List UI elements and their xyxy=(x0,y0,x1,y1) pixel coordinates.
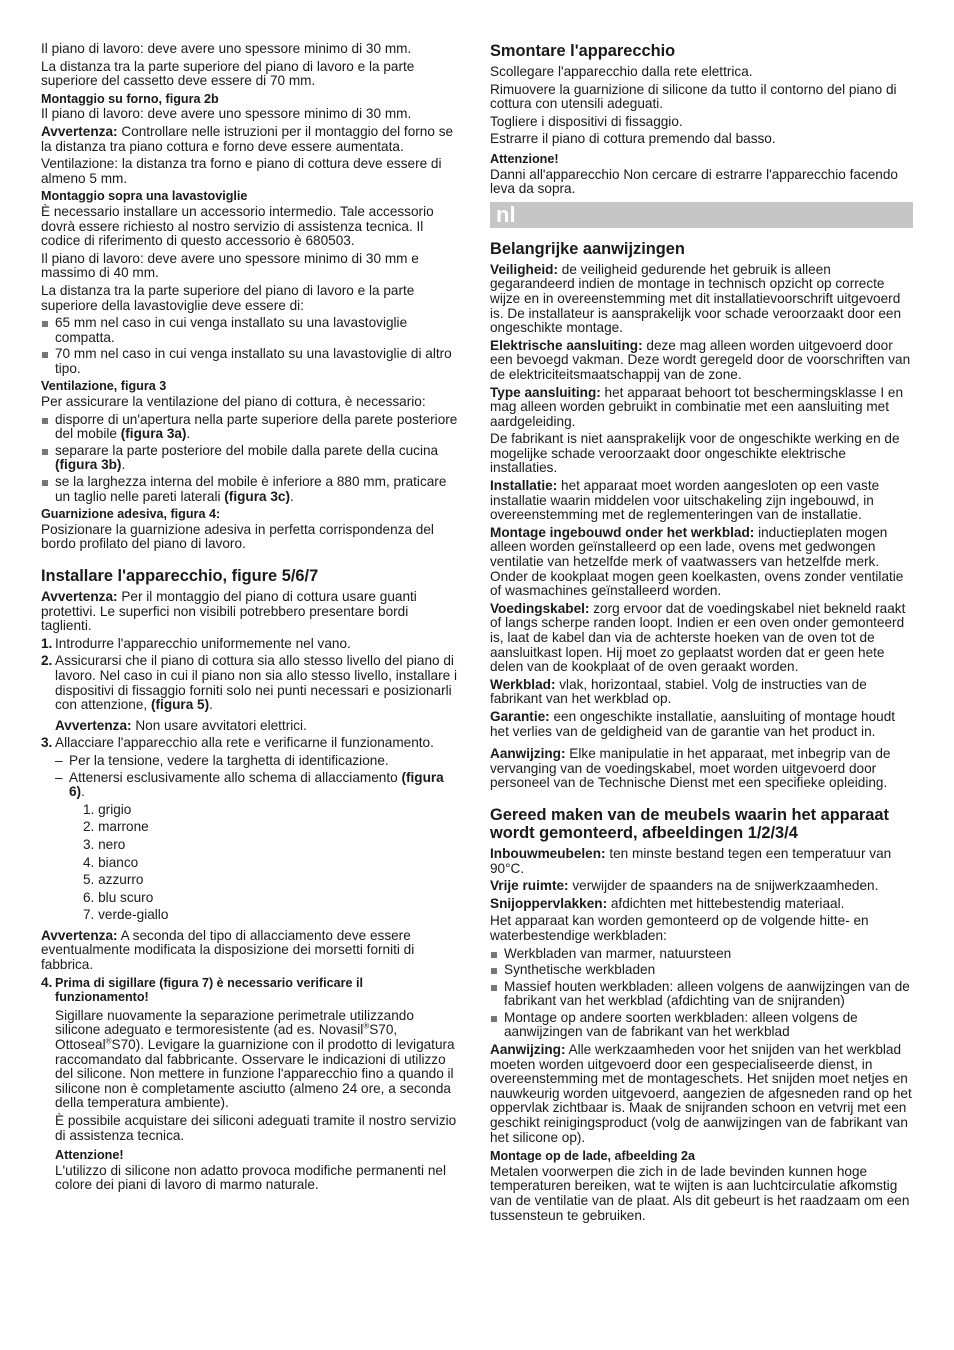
paragraph: Ventilazione: la distanza tra forno e piano di cottura deve essere di almeno 5 mm. xyxy=(41,156,442,186)
note-paragraph: Aanwijzing: Alle werkzaamheden voor het snijden van het werkblad moeten worden uitgevoerd door een gespecialiseerde dienst, in overeenstemming met de montageschets. Het snijden moet netjes en nauwkeurig worden uitgevoerd, aangezien de afgesneden rand op het oppervlak zichtbaar is. Maak de snijranden schoon en vetvrij met een geschikt reinigingsproduct (volg de aanwijzingen van de fabrikant van het silicone op). xyxy=(490,1042,912,1145)
paragraph: Danni all'apparecchio Non cercare di estrarre l'apparecchio facendo leva da sopra. xyxy=(490,166,898,197)
paragraph: Il piano di lavoro: deve avere uno spessore minimo di 30 mm. xyxy=(41,41,412,56)
paragraph: Il piano di lavoro: deve avere uno spessore minimo di 30 mm e massimo di 40 mm. xyxy=(41,250,419,281)
section-heading-belangrijke: Belangrijke aanwijzingen xyxy=(490,239,685,258)
list-item: disporre di un'apertura nella parte superiore della parete posteriore del mobile (figura 3a). xyxy=(41,413,459,442)
list-item: 6. blu scuro xyxy=(83,889,154,905)
paragraph: Voedingskabel: zorg ervoor dat de voedingskabel niet bekneld raakt of langs scherpe randen loopt. Indien er een oven onder gemonteerd is, laat de kabel dan via de achterste hoeken van de oven tot de aansluitkast lopen. Hij moet zo geplaatst worden dat er geen hete delen van de kookplaat of de oven geraakt worden. xyxy=(490,600,906,675)
note-paragraph: Aanwijzing: Elke manipulatie in het apparaat, met inbegrip van de vervanging van de voedingskabel, moet worden uitgevoerd door personeel van de Technische Dienst met een specifieke opleiding. xyxy=(490,746,891,791)
paragraph: Rimuovere la guarnizione di silicone da tutto il contorno del piano di cottura con utensili adeguati. xyxy=(490,81,897,112)
paragraph: Sigillare nuovamente la separazione perimetrale utilizzando silicone adeguato e termoresistente (ad es. Novasil®S70, Ottoseal®S70). Levigare la guarnizione con il prodotto di levigatura raccomandato dal fabbricante. Osservare le indicazioni di utilizzo del silicone. Non mettere in funzione l'apparecchio fino a quando il silicone non è completamente asciutto (almeno 24 ore, a seconda della temperatura ambiente). xyxy=(55,1007,455,1111)
section-heading-gereed: Gereed maken van de meubels waarin het apparaat wordt gemonteerd, afbeeldingen 1/2/3/4 xyxy=(490,805,890,842)
section-heading-smontare: Smontare l'apparecchio xyxy=(490,42,676,60)
subheading-lavastoviglie: Montaggio sopra una lavastoviglie xyxy=(41,189,248,204)
paragraph: Estrarre il piano di cottura premendo dal basso. xyxy=(490,131,776,147)
paragraph: Elektrische aansluiting: deze mag alleen worden uitgevoerd door een bevoegd vakman. Deze wordt geregeld door de voorschriften van de elektriciteitsmaatschappij van de zone. xyxy=(490,337,911,382)
step-item: 4. Prima di sigillare (figura 7) è necessario verificare il funzionamento! Sigillare nuovamente la separazione perimetrale utilizzando silicone adeguato e termoresistente (ad es. Novasil®S70, Ottoseal®S70). Levigare la guarnizione con il prodotto di levigatura raccomandato dal fabbricante. Osservare le indicazioni di utilizzo del silicone. Non mettere in funzione l'apparecchio fino a quando il silicone non è completamente asciutto (almeno 24 ore, a seconda della temperatura ambiente). È possibile acquistare dei siliconi adeguati tramite il nostro servizio di assistenza tecnica. Attenzione! L'utilizzo di silicone non adatto provoca modifiche permanenti nel colore dei piani di lavoro di marmo naturale. xyxy=(41,976,459,1193)
paragraph: È necessario installare un accessorio intermedio. Tale accessorio dovrà essere richiesto al nostro servizio di assistenza tecnica. Il codice di riferimento di questo accessorio è 680503. xyxy=(41,203,434,249)
paragraph: Veiligheid: de veiligheid gedurende het gebruik is alleen gegarandeerd indien de montage in technisch opzicht op correcte wijze en in overeenstemming met dit installatievoorschrift uitgevoerd is. De installateur is aansprakelijk voor schade veroorzaakt door een ongeschikte montage. xyxy=(490,261,902,336)
list-item: se la larghezza interna del mobile è inferiore a 880 mm, praticare un taglio nelle pareti laterali (figura 3c). xyxy=(41,475,459,504)
section-heading-installare: Installare l'apparecchio, figure 5/6/7 xyxy=(41,567,319,585)
list-item: 1. grigio xyxy=(83,801,132,817)
paragraph: Metalen voorwerpen die zich in de lade bevinden kunnen hoge temperaturen bereiken, wat te wijten is aan luchtcirculatie afkomstig van de ventilatie van de plaat. Als dit gebeurt is het raadzaam om een tussensteun te gebruiken. xyxy=(490,1163,910,1223)
subheading-forno: Montaggio su forno, figura 2b xyxy=(41,91,219,106)
paragraph: L'utilizzo di silicone non adatto provoca modifiche permanenti nel colore dei piani di lavoro di marmo naturale. xyxy=(55,1162,446,1193)
paragraph: Garantie: een ongeschikte installatie, aansluiting of montage houdt het verlies van de geldigheid van de garantie van het product in. xyxy=(490,708,896,739)
right-column xyxy=(490,42,913,1226)
steps-list xyxy=(41,976,459,1193)
language-code: nl xyxy=(496,201,516,227)
note-paragraph: Avvertenza: A seconda del tipo di allacciamento deve essere eventualmente modificata la disposizione dei morsetti forniti di fabbrica. xyxy=(41,927,415,973)
paragraph: Snijoppervlakken: afdichten met hittebestendig materiaal. xyxy=(490,895,845,911)
paragraph: La distanza tra la parte superiore del piano di lavoro e la parte superiore della lavastoviglie deve essere di: xyxy=(41,282,415,313)
list-item: separare la parte posteriore del mobile dalla parete della cucina (figura 3b). xyxy=(41,444,459,473)
step-item: 2. Assicurarsi che il piano di cottura sia allo stesso livello del piano di lavoro. Nel caso in cui il piano non sia allo stesso livello, installare i dispositivi di fissaggio forniti solo nei punti necessari e posizionarli con attenzione, (figura 5). Avvertenza: Non usare avvitatori elettrici. xyxy=(41,654,459,733)
list-item: 7. verde-giallo xyxy=(83,907,169,923)
list-item: Werkbladen van marmer, natuursteen xyxy=(490,947,913,962)
paragraph: Werkblad: vlak, horizontaal, stabiel. Volg de instructies van de fabrikant van het werkblad op. xyxy=(490,676,867,707)
note-paragraph: Avvertenza: Per il montaggio del piano di cottura usare guanti protettivi. Le superfici non visibili potrebbero presentare bordi taglienti. xyxy=(41,589,417,634)
paragraph: De fabrikant is niet aansprakelijk voor de ongeschikte werking en de mogelijke schade veroorzaakt door ongeschikte elektrische installaties. xyxy=(490,431,900,476)
wire-colors-list xyxy=(69,803,459,923)
paragraph: È possibile acquistare dei siliconi adeguati tramite il nostro servizio di assistenza tecnica. xyxy=(55,1113,457,1143)
left-column xyxy=(41,42,459,1196)
list-item: 3. nero xyxy=(83,836,126,852)
paragraph: Il piano di lavoro: deve avere uno spessore minimo di 30 mm. xyxy=(41,106,412,122)
list-item: 2. marrone xyxy=(83,819,149,835)
warning-heading: Attenzione! xyxy=(55,1148,124,1163)
paragraph: Inbouwmeubelen: ten minste bestand tegen een temperatuur van 90°C. xyxy=(490,845,892,876)
bullet-list xyxy=(41,413,459,505)
paragraph: Scollegare l'apparecchio dalla rete elettrica. xyxy=(490,64,753,79)
note-paragraph: Avvertenza: Controllare nelle istruzioni per il montaggio del forno se la distanza tra piano cottura e forno deve essere aumentata. xyxy=(41,123,454,154)
language-band xyxy=(490,202,913,228)
list-item: Massief houten werkbladen: alleen volgens de aanwijzingen van de fabrikant van het werkblad (afdichting van de snijranden) xyxy=(490,980,913,1009)
paragraph: Posizionare la guarnizione adesiva in perfetta corrispondenza del bordo profilato del piano di lavoro. xyxy=(41,521,434,552)
paragraph: Vrije ruimte: verwijder de spaanders na de snijwerkzaamheden. xyxy=(490,878,879,894)
step-item: 3. Allacciare l'apparecchio alla rete e verificarne il funzionamento. – Per la tensione, vedere la targhetta di identificazione. – Attenersi esclusivamente allo schema di allacciamento (figura 6). 1. grigio 2. marrone 3. nero 4. bianco 5. azzurro 6. blu scuro 7. verde-giallo xyxy=(41,736,459,923)
subheading-lade: Montage op de lade, afbeelding 2a xyxy=(490,1149,696,1164)
steps-list xyxy=(41,637,459,923)
note-paragraph: Avvertenza: Non usare avvitatori elettrici. xyxy=(55,717,307,733)
bullet-list xyxy=(41,316,459,376)
step-item: 1. Introdurre l'apparecchio uniformemente nel vano. xyxy=(41,635,351,651)
dash-list xyxy=(55,754,459,923)
paragraph: Montage ingebouwd onder het werkblad: inductieplaten mogen alleen worden geïnstalleerd op een lade, ovens met gedwongen ventilatie van hetzelfde merk of vaatwassers van hetzelfde merk. Onder de kookplaat mogen geen koelkasten, ovens zonder ventilatie of wasmachines geïnstalleerd worden. xyxy=(490,524,904,599)
subheading-ventilazione: Ventilazione, figura 3 xyxy=(41,379,167,394)
paragraph: Type aansluiting: het apparaat behoort tot beschermingsklasse I en mag alleen worden gebruikt in combinatie met een aansluiting met aardgeleiding. xyxy=(490,384,904,429)
list-item: Synthetische werkbladen xyxy=(490,963,913,978)
list-item: 4. bianco xyxy=(83,854,139,870)
paragraph: Het apparaat kan worden gemonteerd op de volgende hitte- en waterbestendige werkbladen: xyxy=(490,913,869,943)
paragraph: Togliere i dispositivi di fissaggio. xyxy=(490,113,683,129)
paragraph: La distanza tra la parte superiore del piano di lavoro e la parte superiore del cassetto deve essere di 70 mm. xyxy=(41,58,415,89)
list-item: 5. azzurro xyxy=(83,872,144,888)
bullet-list xyxy=(490,947,913,1041)
paragraph: Installatie: het apparaat moet worden aangesloten op een vaste installatie waarin middelen voor uitschakeling zijn ingebouwd, in overeenstemming met de reglementeringen van de installatie. xyxy=(490,478,880,523)
list-item: – Attenersi esclusivamente allo schema di allacciamento (figura 6). 1. grigio 2. marrone 3. nero 4. bianco 5. azzurro 6. blu scuro 7. verde-giallo xyxy=(55,771,459,923)
list-item: 65 mm nel caso in cui venga installato su una lavastoviglie compatta. xyxy=(41,316,459,345)
list-item: 70 mm nel caso in cui venga installato su una lavastoviglie di altro tipo. xyxy=(41,347,459,376)
list-item: Montage op andere soorten werkbladen: alleen volgens de aanwijzingen van de fabrikant van het werkblad xyxy=(490,1011,913,1040)
subheading-guarnizione: Guarnizione adesiva, figura 4: xyxy=(41,507,221,522)
paragraph: Per assicurare la ventilazione del piano di cottura, è necessario: xyxy=(41,394,426,410)
list-item: – Per la tensione, vedere la targhetta di identificazione. xyxy=(55,754,459,769)
warning-heading: Attenzione! xyxy=(490,151,559,166)
note-label: Avvertenza: xyxy=(41,123,118,139)
